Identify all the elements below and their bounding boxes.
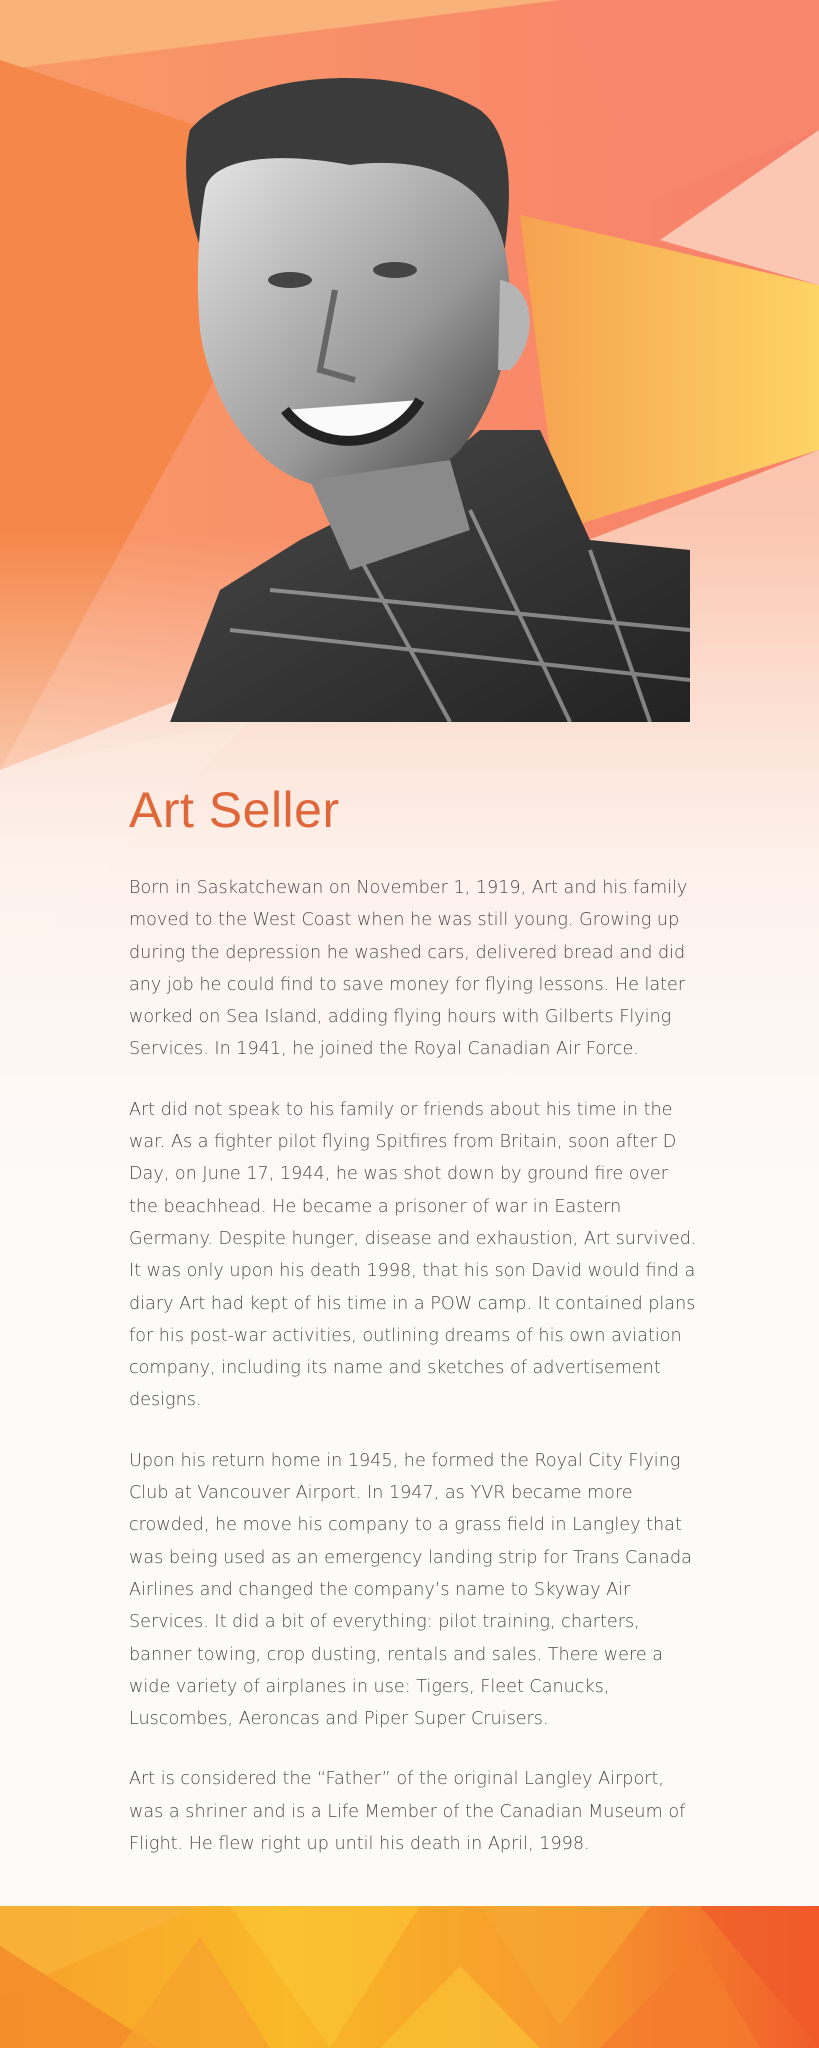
paragraph-war-years: Art did not speak to his family or friends about his time in the war. As a fighter pilot flying Spitfires from Britain, soon after D Day, on June 17, 1944, he was shot down by ground fire over the beachhead. He became a prisoner of war in Eastern Germany. Despite hunger, disease and exhaustion, Art survived. It was only upon his death 1998, that his son David would find a diary Art had kept of his time in a POW camp. It contained plans for his post-war activities, outlining dreams of his own aviation company, including its name and sketches of advertisement designs. (129, 1099, 697, 1411)
paragraph-early-life: Born in Saskatchewan on November 1, 1919, Art and his family moved to the West Coast when he was still young. Growing up during the depression he washed cars, delivered bread and did any job he could find to save money for flying lessons. He later worked on Sea Island, adding flying hours with Gilberts Flying Services. In 1941, he joined the Royal Canadian Air Force. (129, 878, 688, 1060)
paragraph-postwar-company: Upon his return home in 1945, he formed the Royal City Flying Club at Vancouver Airport. In 1947, as YVR became more crowded, he move his company to a grass field in Langley that was being used as an emergency landing strip for Trans Canada Airlines and changed the company’s name to Skyway Air Services. It did a bit of everything: pilot training, charters, banner towing, crop dusting, rentals and sales. There were a wide variety of airplanes in use: Tigers, Fleet Canucks, Luscombes, Aeroncas and Piper Super Cruisers. (129, 1450, 692, 1730)
article (129, 776, 699, 1888)
background-bottom-geometric (0, 1906, 819, 2048)
paragraph-legacy: Art is considered the “Father” of the original Langley Airport, was a shriner and is a Life Member of the Canadian Museum of Flight. He flew right up until his death in April, 1998. (129, 1769, 686, 1855)
portrait-photo (150, 70, 690, 722)
page-title: Art Seller (129, 782, 340, 838)
